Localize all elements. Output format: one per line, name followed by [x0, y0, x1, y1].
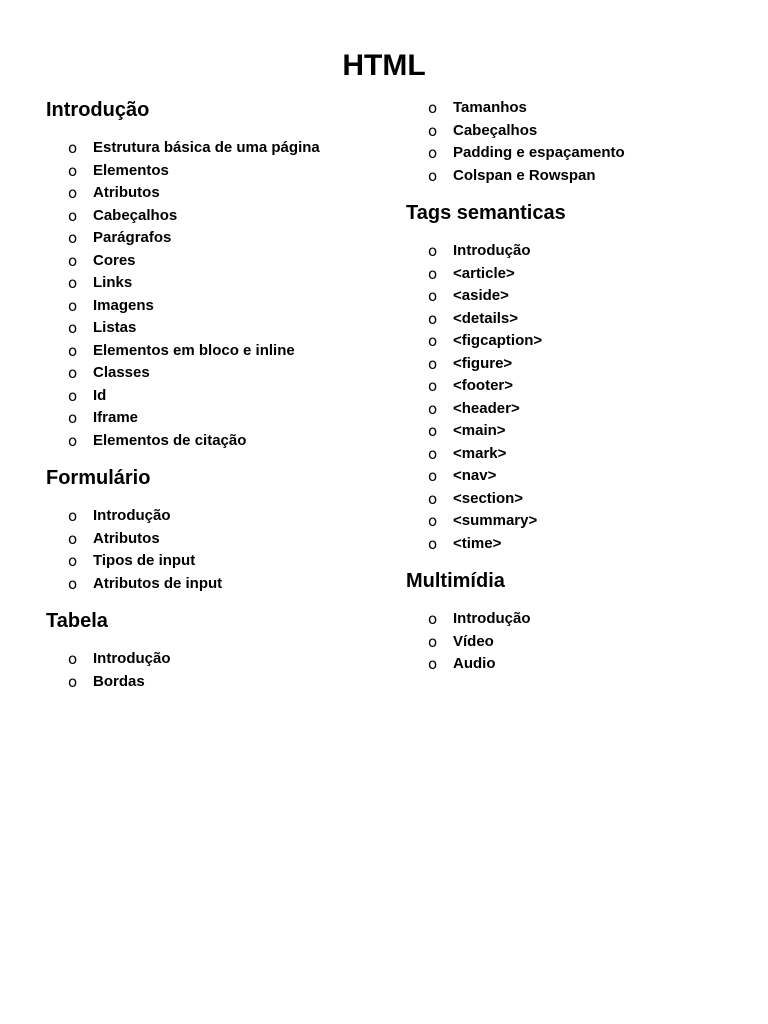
bullet-circle-icon: o	[428, 467, 438, 485]
bullet-circle-icon: o	[428, 166, 438, 185]
item-list	[46, 648, 376, 693]
item-list	[406, 240, 736, 555]
bullet-circle-icon: o	[68, 672, 78, 691]
list-item	[406, 285, 736, 308]
list-item	[46, 385, 376, 408]
bullet-circle-icon: o	[68, 529, 78, 548]
list-item-label: <mark>	[453, 444, 507, 462]
bullet-circle-icon: o	[428, 655, 438, 673]
left-column	[46, 96, 376, 705]
bullet-circle-icon: o	[428, 489, 438, 508]
list-item	[406, 631, 736, 654]
list-item	[406, 330, 736, 353]
bullet-circle-icon: o	[428, 422, 438, 440]
list-item	[406, 142, 736, 165]
bullet-circle-icon: o	[428, 242, 438, 260]
bullet-circle-icon: o	[68, 319, 78, 337]
bullet-circle-icon: o	[428, 99, 438, 117]
list-item-label: Parágrafos	[93, 229, 172, 246]
bullet-circle-icon: o	[68, 364, 78, 382]
list-item	[46, 227, 376, 250]
list-item-label: Listas	[93, 319, 137, 336]
bullet-circle-icon: o	[428, 332, 438, 350]
list-item-label: Iframe	[93, 409, 139, 426]
section-tabela	[46, 607, 376, 693]
list-item-label: Atributos	[93, 529, 160, 547]
bullet-circle-icon: o	[68, 552, 78, 570]
page-title: HTML	[342, 49, 426, 82]
bullet-circle-icon: o	[428, 610, 438, 628]
list-item-label: Elementos em bloco e inline	[93, 341, 295, 359]
list-item-label: Padding e espaçamento	[453, 144, 625, 161]
list-item-label: Introdução	[453, 610, 531, 627]
list-item	[406, 240, 736, 263]
right-column	[406, 97, 736, 688]
bullet-circle-icon: o	[428, 632, 438, 651]
list-item	[46, 671, 376, 694]
list-item-label: Cabeçalhos	[453, 121, 538, 139]
section-introducao	[46, 96, 376, 452]
list-item-label: Introdução	[93, 650, 171, 667]
list-item	[406, 308, 736, 331]
bullet-circle-icon: o	[428, 444, 438, 463]
list-item	[406, 398, 736, 421]
list-item	[406, 488, 736, 511]
bullet-circle-icon: o	[68, 431, 78, 450]
bullet-circle-icon: o	[68, 507, 78, 525]
list-item-label: Elementos de citação	[93, 431, 247, 449]
list-item-label: Cores	[93, 251, 136, 269]
list-item	[46, 430, 376, 453]
section-multimidia	[406, 567, 736, 676]
list-item	[46, 160, 376, 183]
list-item	[46, 182, 376, 205]
list-item-label: <summary>	[453, 512, 538, 529]
list-item-label: Id	[93, 386, 107, 404]
list-item	[406, 263, 736, 286]
bullet-circle-icon: o	[68, 274, 78, 292]
list-item	[46, 250, 376, 273]
list-item	[406, 443, 736, 466]
section-heading: Tabela	[46, 610, 108, 632]
bullet-circle-icon: o	[68, 161, 78, 180]
bullet-circle-icon: o	[428, 287, 438, 305]
bullet-circle-icon: o	[428, 121, 438, 140]
list-item-label: Audio	[453, 655, 496, 672]
list-item	[46, 573, 376, 596]
bullet-circle-icon: o	[428, 354, 438, 373]
list-item	[406, 465, 736, 488]
bullet-circle-icon: o	[68, 341, 78, 360]
bullet-circle-icon: o	[428, 512, 438, 530]
list-item	[406, 97, 736, 120]
bullet-circle-icon: o	[68, 650, 78, 668]
bullet-circle-icon: o	[428, 377, 438, 395]
list-item	[406, 353, 736, 376]
list-item-label: Tipos de input	[93, 552, 196, 569]
bullet-circle-icon: o	[428, 144, 438, 162]
item-list	[46, 137, 376, 452]
list-item-label: <nav>	[453, 467, 497, 484]
list-item-label: <figure>	[453, 354, 513, 372]
list-item	[46, 362, 376, 385]
list-item-label: Classes	[93, 364, 150, 381]
list-item-label: <section>	[453, 489, 524, 507]
list-item-label: <figcaption>	[453, 332, 543, 349]
list-item	[46, 550, 376, 573]
list-item-label: Introdução	[93, 507, 171, 524]
bullet-circle-icon: o	[428, 399, 438, 418]
list-item-label: Cabeçalhos	[93, 206, 178, 224]
list-item-label: <article>	[453, 264, 515, 282]
bullet-circle-icon: o	[68, 386, 78, 405]
list-item-label: <footer>	[453, 377, 514, 394]
list-item-label: Atributos de input	[93, 574, 223, 592]
bullet-circle-icon: o	[428, 534, 438, 553]
section-formulario	[46, 464, 376, 595]
list-item-label: <aside>	[453, 287, 509, 304]
list-item-label: Introdução	[453, 242, 531, 259]
bullet-circle-icon: o	[68, 574, 78, 593]
section-heading: Multimídia	[406, 570, 505, 592]
list-item	[406, 420, 736, 443]
list-item-label: Links	[93, 274, 133, 291]
continued-item-list	[406, 97, 736, 187]
bullet-circle-icon: o	[68, 409, 78, 427]
list-item	[46, 528, 376, 551]
bullet-circle-icon: o	[68, 139, 78, 157]
bullet-circle-icon: o	[68, 229, 78, 247]
list-item	[46, 505, 376, 528]
list-item-label: <time>	[453, 534, 502, 552]
list-item	[46, 648, 376, 671]
list-item-label: Tamanhos	[453, 99, 527, 116]
section-heading: Introdução	[46, 99, 150, 121]
item-list	[406, 608, 736, 676]
list-item-label: Elementos	[93, 161, 169, 179]
section-heading: Tags semanticas	[406, 202, 566, 224]
list-item-label: <main>	[453, 422, 506, 439]
list-item	[406, 510, 736, 533]
list-item-label: Imagens	[93, 296, 154, 314]
section-tags-semanticas	[406, 199, 736, 555]
list-item	[406, 375, 736, 398]
list-item-label: Bordas	[93, 672, 145, 690]
list-item	[406, 165, 736, 188]
list-item	[46, 272, 376, 295]
list-item-label: Atributos	[93, 184, 160, 201]
list-item-label: Estrutura básica de uma página	[93, 139, 320, 156]
list-item	[46, 317, 376, 340]
list-item	[406, 608, 736, 631]
list-item	[46, 205, 376, 228]
list-item-label: <header>	[453, 399, 520, 417]
bullet-circle-icon: o	[428, 309, 438, 328]
list-item-label: Vídeo	[453, 632, 494, 650]
list-item-label: Colspan e Rowspan	[453, 166, 596, 184]
section-heading: Formulário	[46, 467, 151, 489]
list-item	[46, 407, 376, 430]
list-item	[406, 120, 736, 143]
list-item	[46, 137, 376, 160]
bullet-circle-icon: o	[68, 206, 78, 225]
bullet-circle-icon: o	[68, 251, 78, 270]
bullet-circle-icon: o	[428, 264, 438, 283]
bullet-circle-icon: o	[68, 296, 78, 315]
bullet-circle-icon: o	[68, 184, 78, 202]
list-item-label: <details>	[453, 309, 519, 327]
item-list	[46, 505, 376, 595]
list-item	[46, 295, 376, 318]
list-item	[46, 340, 376, 363]
list-item	[406, 533, 736, 556]
list-item	[406, 653, 736, 676]
